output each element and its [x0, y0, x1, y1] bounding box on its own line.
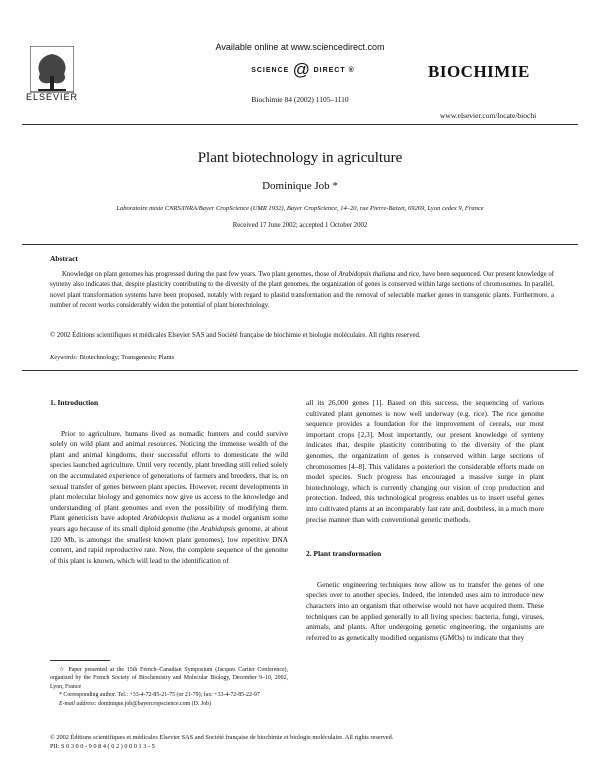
footnote-symposium: ☆ Paper presented at the 15th French–Canadian Symposium (Jacques Cartier Conference), organized by the French Society of Biochemistry and Molecular Biology, December 9–10, 2002, Lyon, France — [50, 667, 288, 690]
footnotes — [50, 666, 288, 708]
journal-reference: Biochimie 84 (2002) 1105–1110 — [251, 95, 349, 104]
available-online-text[interactable]: Available online at www.sciencedirect.com — [215, 42, 385, 52]
article-title: Plant biotechnology in agriculture — [197, 150, 403, 166]
sd-logo-registered: ® — [348, 66, 355, 74]
abstract-body — [50, 270, 554, 312]
intro-p1-text-c: genome, at about 120 Mb, is amongst the smallest known plant genomes), low repetitive DNA content, and rapid reproductive rate. Now, the complete sequence of the genome of this plant is known, which will lead to the identification of — [50, 523, 288, 565]
keywords-label: Keywords: — [50, 354, 78, 361]
intro-p1-text-a: Prior to agriculture, humans lived as nomadic hunters and could survive solely on wild plant and animal resources. Noticing the immense wealth of the plant and animal kingdoms, their successful efforts to domesticate the wild species launched agriculture. Until very recently, plant breeding still relied solely on the accumulated experience of generations of farmers and breeders, that is, on sexual transfer of genes between plant species. However, recent developments in plant molecular biology and genomics now give us access to the knowledge and understanding of plant genomes and even the possibility of modifying them. Plant geneticists have adopted — [50, 428, 288, 523]
keywords-line — [50, 354, 554, 361]
abstract-text-1: Knowledge on plant genomes has progressed during the past few years. Two plant genomes, those of — [62, 271, 339, 278]
transformation-paragraph-1: Genetic engineering techniques now allow us to transfer the genes of one species over to another species. Indeed, the intended uses aim to introduce new characters into an organism that otherwise would not have acquired them. These techniques can be applied generally to all living species: bacteria, fungi, viruses, animals, and plants. After undergoing genetic engineering, the organisms are referred to as genetically modified organisms (GMOs) to indicate that they — [306, 579, 544, 642]
sd-logo-right: DIRECT — [313, 66, 346, 74]
footnote-corresponding-author: * Corresponding author. Tel.: +33-4-72-85-21-75 (or 21-79); fax: +33-4-72-85-22-97 — [59, 692, 260, 699]
sciencedirect-logo[interactable] — [228, 60, 378, 80]
footnote-divider — [50, 660, 110, 661]
publisher-name: ELSEVIER — [25, 92, 79, 102]
intro-paragraph-1 — [50, 429, 288, 567]
abstract-divider-bottom — [22, 370, 578, 371]
abstract-copyright: © 2002 Éditions scientifiques et médicales Elsevier SAS and Société française de biochimie et biologie moléculaire. All rights reserved. — [50, 332, 421, 339]
sd-logo-left: SCIENCE — [251, 66, 290, 74]
footer-pii: PII: S 0 3 0 0 - 9 0 8 4 ( 0 2 ) 0 0 0 1 3 - 5 — [50, 743, 155, 750]
intro-paragraph-2: all its 26,000 genes [1]. Based on this success, the sequencing of various cultivated plant genomes is now well underway (e.g. rice). The rice genome sequence provides a foundation for the improvement of cereals, our most important crops [2,3]. Most importantly, our present knowledge of synteny indicates that, despite plasticity contributing to the diversity of the plant genomes, the organization of genes is conserved within large sections of chromosomes [4–8]. This validates a posteriori the considerable efforts made on model species. Such progress has encouraged a massive surge in plant biotechnology, which is currently changing our vision of crop production and protection. Indeed, this technological progress enables us to insert useful genes into cultivated plants at an incomparably fast rate and, doubtless, in a much more precise manner than with conventional genetic methods. — [306, 398, 544, 524]
section-heading-plant-transformation: 2. Plant transformation — [306, 549, 382, 559]
abstract-heading: Abstract — [50, 254, 78, 263]
footnote-email — [50, 700, 288, 708]
abstract-species: Arabidopsis thaliana — [338, 271, 396, 278]
intro-p1-species: Arabidopsis thaliana — [142, 513, 206, 523]
keywords-list: Biotechnology; Transgenesis; Plants — [77, 354, 175, 361]
abstract-text-2: and rice, have been sequenced. Our present knowledge of synteny also indicates that, despite plasticity contributing to the diversity of the plant genomes, the organization of genes is conserved within large sections of chromosomes. In parallel, novel plant transformation systems have been proposed, notably with regard to plastid transformation and the removal of selectable marker genes in transgenic plants. Furthermore, a number of recent works considerably widen the potential of plant biotechnology. — [50, 271, 554, 310]
journal-name: BIOCHIMIE — [428, 62, 530, 81]
abstract-divider-top — [22, 244, 578, 245]
intro-p1-text-b: as a model organism some years ago because of its small diploid genome (the — [50, 513, 288, 533]
email-label: E-mail address: — [59, 700, 97, 707]
article-author: Dominique Job * — [262, 180, 338, 192]
sd-logo-at-icon: @ — [292, 60, 311, 79]
author-affiliation: Laboratoire mixte CNRS/INRA/Bayer CropScience (UMR 1932), Bayer CropScience, 14–20, rue Pierre-Baizet, 69269, Lyon cedex 9, France — [116, 205, 484, 212]
received-dates: Received 17 June 2002; accepted 1 October 2002 — [232, 222, 368, 229]
email-link[interactable]: dominique.job@bayercropscience.com (D. Job) — [96, 700, 211, 707]
section-heading-introduction: 1. Introduction — [50, 398, 99, 407]
left-column — [50, 398, 288, 566]
journal-url-link[interactable]: www.elsevier.com/locate/biochi — [440, 111, 537, 120]
footer-copyright: © 2002 Éditions scientifiques et médicales Elsevier SAS and Société française de biochimie et biologie moléculaire. All rights reserved. — [50, 734, 394, 741]
header-divider — [22, 124, 578, 125]
page-footer — [50, 733, 554, 751]
right-column — [306, 398, 544, 643]
intro-p1-genus: Arabidopsis — [200, 523, 236, 533]
